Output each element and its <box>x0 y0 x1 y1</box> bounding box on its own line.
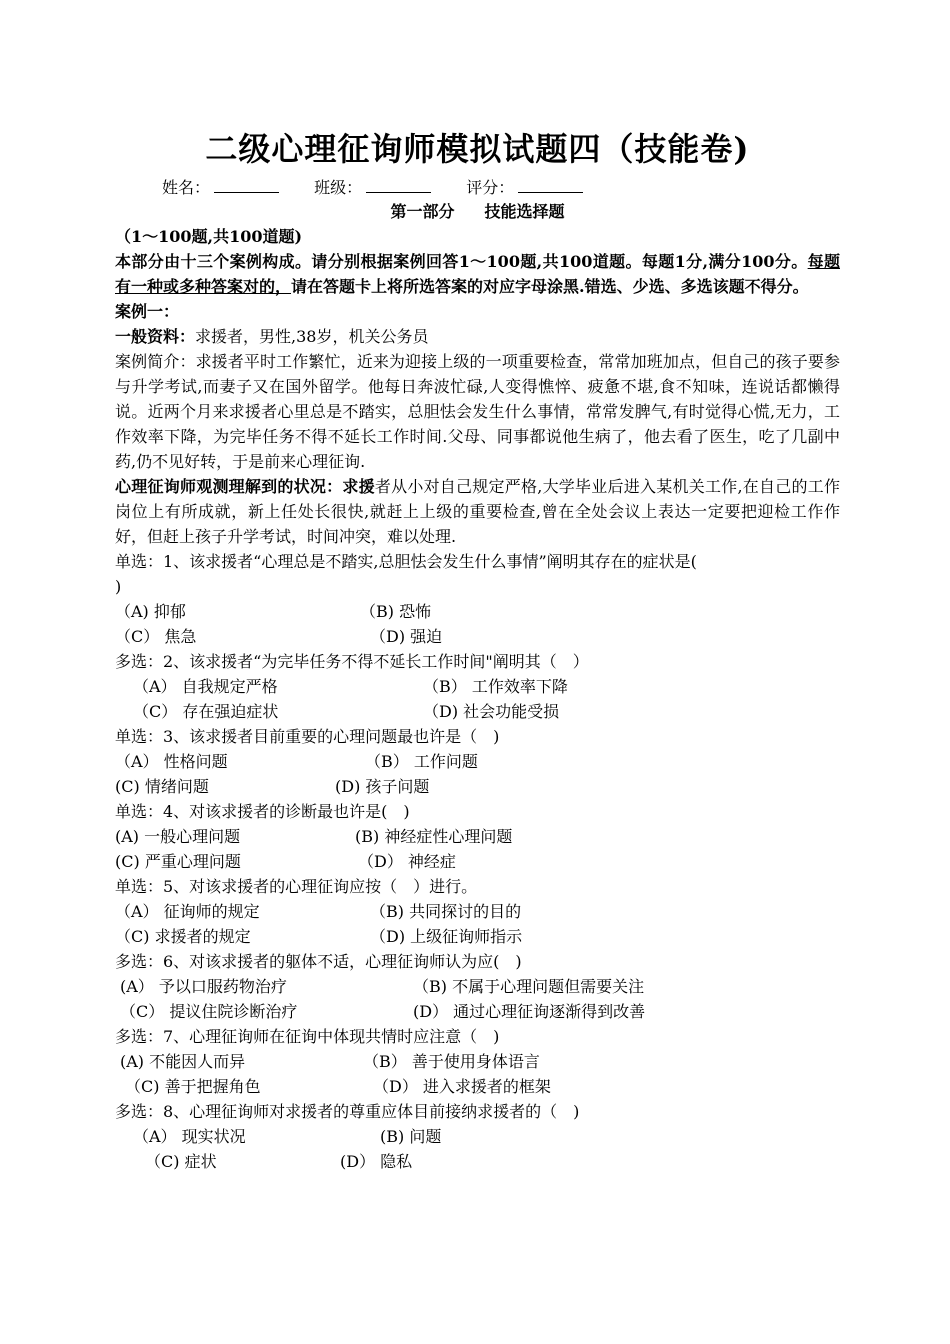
option: (D） 隐私 <box>340 1152 413 1171</box>
option: (C) 严重心理问题 <box>115 852 241 871</box>
option: (A) 不能因人而异 <box>120 1052 246 1071</box>
option: （D) 强迫 <box>370 627 443 646</box>
option-row <box>115 1049 840 1074</box>
option-row <box>115 674 840 699</box>
question-stem: 多选：2、该求援者“为完毕任务不得不延长工作时间"阐明其（ ） <box>115 652 589 671</box>
option: （C) 求援者的规定 <box>115 927 251 946</box>
question-stem: 多选：7、心理征询师在征询中体现共情时应注意（ ) <box>115 1027 500 1046</box>
option-row <box>115 699 840 724</box>
option: （C) 善于把握角色 <box>125 1077 261 1096</box>
option: （D） 神经症 <box>358 852 456 871</box>
option: （A） 征询师的规定 <box>115 902 260 921</box>
name-blank <box>214 178 279 193</box>
section-name: 技能选择题 <box>484 202 565 221</box>
option: （A) 抑郁 <box>115 602 186 621</box>
option-row <box>115 1074 840 1099</box>
class-label: 班级： <box>314 178 363 197</box>
option: （B） 工作效率下降 <box>423 677 568 696</box>
instructions-underlined: 每题有一种或多种答案对的， <box>115 252 840 296</box>
option: （C） 焦急 <box>115 627 197 646</box>
option-row <box>115 1149 840 1174</box>
option: （A） 性格问题 <box>115 752 228 771</box>
question-stem: 单选：4、对该求援者的诊断最也许是( ) <box>115 802 410 821</box>
class-blank <box>366 178 431 193</box>
case-general-text: 求援者，男性,38岁，机关公务员 <box>195 327 429 346</box>
case-observed-text: 者从小对自己规定严格,大学毕业后进入某机关工作,在自己的工作岗位上有所成就，新上任处长很快,就赶上上级的重要检查,曾在全处会议上表达一定要把迎检工作作好，但赶上孩子升学考试，时间冲突，难以处理. <box>115 477 840 546</box>
case-general <box>115 324 840 349</box>
case-intro: 案例简介：求援者平时工作繁忙，近来为迎接上级的一项重要检查，常常加班加点，但自己的孩子要参与升学考试,而妻子又在国外留学。他每日奔波忙碌,人变得憔悴、疲惫不堪,食不知味，连说话都懒得说。近两个月来求援者心里总是不踏实，总胆怯会发生什么事情，常常发脾气,有时觉得心慌,无力，工作效率下降，为完毕任务不得不延长工作时间.父母、同事都说他生病了，他去看了医生，吃了几副中药,仍不见好转，于是前来心理征询. <box>115 352 840 471</box>
document-page <box>115 128 840 1174</box>
option-row <box>115 1124 840 1149</box>
option-row <box>115 899 840 924</box>
case-observed <box>115 474 840 549</box>
option-row <box>115 999 840 1024</box>
option: （B) 不属于心理问题但需要关注 <box>413 977 645 996</box>
document-title: 二级心理征询师模拟试题四（技能卷) <box>205 130 750 168</box>
option-row <box>115 624 840 649</box>
section-heading <box>115 200 840 224</box>
option: （C） 提议住院诊断治疗 <box>120 1002 298 1021</box>
question-stem-cont: ) <box>115 577 122 596</box>
student-info-row <box>115 176 840 200</box>
instructions-part1: 本部分由十三个案例构成。请分别根据案例回答1～100题,共100道题。每题1分,满分100分。 <box>115 252 808 271</box>
range-note: （1～100题,共100道题) <box>115 227 303 246</box>
option: （D) 上级征询师指示 <box>370 927 523 946</box>
option: （B) 共同探讨的目的 <box>370 902 522 921</box>
option-row <box>115 774 840 799</box>
option: （C） 存在强迫症状 <box>133 702 279 721</box>
option: (A) 一般心理问题 <box>115 827 241 846</box>
option: (D） 通过心理征询逐渐得到改善 <box>413 1002 646 1021</box>
case-observed-label: 心理征询师观测理解到的状况：求援 <box>115 477 375 496</box>
instructions-part2: 请在答题卡上将所选答案的对应字母涂黑.错选、少选、多选该题不得分。 <box>291 277 809 296</box>
option-row <box>115 824 840 849</box>
option: （A） 现实状况 <box>133 1127 246 1146</box>
option: （A） 自我规定严格 <box>133 677 278 696</box>
option-row <box>115 749 840 774</box>
option: （D) 社会功能受损 <box>423 702 560 721</box>
question-stem: 多选：6、对该求援者的躯体不适，心理征询师认为应( ) <box>115 952 522 971</box>
option: （B) 恐怖 <box>360 602 432 621</box>
option-row <box>115 599 840 624</box>
option: （C) 症状 <box>145 1152 217 1171</box>
option-row <box>115 849 840 874</box>
option: （B） 善于使用身体语言 <box>363 1052 540 1071</box>
option: （D） 进入求援者的框架 <box>373 1077 551 1096</box>
question-stem: 单选：1、该求援者“心理总是不踏实,总胆怯会发生什么事情”阐明其存在的症状是( <box>115 552 697 571</box>
instructions <box>115 249 840 299</box>
option: (A） 予以口服药物治疗 <box>120 977 287 996</box>
question-stem: 单选：3、该求援者目前重要的心理问题最也许是（ ) <box>115 727 500 746</box>
case-general-label: 一般资料： <box>115 327 196 346</box>
option: (D) 孩子问题 <box>335 777 430 796</box>
option: (B) 问题 <box>380 1127 442 1146</box>
score-blank <box>518 178 583 193</box>
section-part: 第一部分 <box>390 202 455 221</box>
case-heading: 案例一： <box>115 302 180 321</box>
option: (C) 情绪问题 <box>115 777 209 796</box>
option-row <box>115 974 840 999</box>
question-stem: 单选：5、对该求援者的心理征询应按（ ）进行。 <box>115 877 478 896</box>
option: （B） 工作问题 <box>365 752 478 771</box>
option: (B) 神经症性心理问题 <box>355 827 513 846</box>
question-stem: 多选：8、心理征询师对求援者的尊重应体目前接纳求援者的（ ) <box>115 1102 580 1121</box>
name-label: 姓名： <box>162 178 211 197</box>
score-label: 评分： <box>466 178 515 197</box>
option-row <box>115 924 840 949</box>
